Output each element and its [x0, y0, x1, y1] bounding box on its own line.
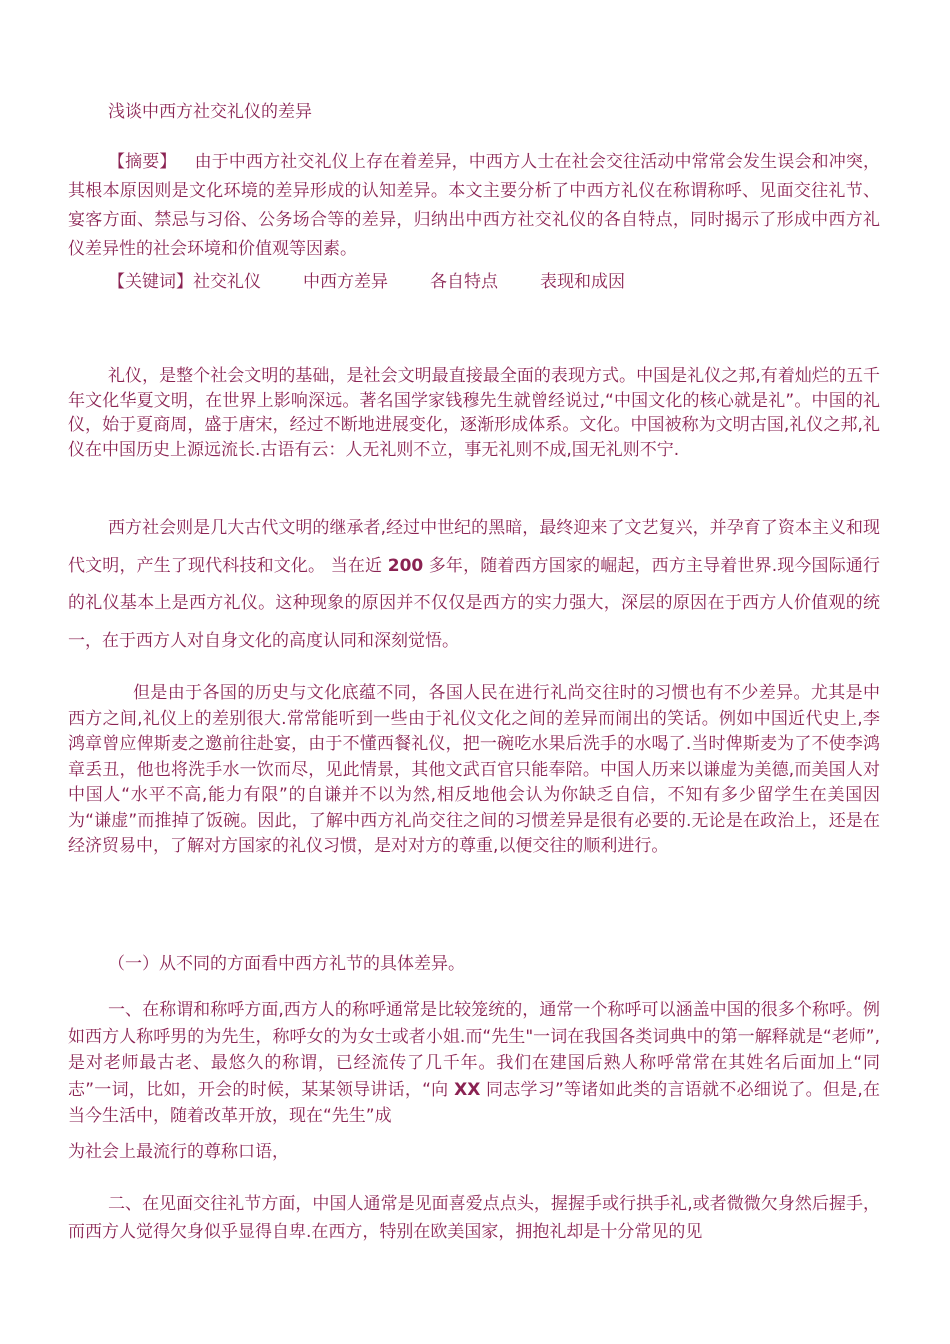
- keyword-item: 中西方差异: [303, 272, 388, 292]
- paragraph-number: 200: [387, 555, 424, 576]
- keyword-item: 各自特点: [430, 272, 498, 292]
- keyword-item: 社交礼仪: [193, 272, 261, 292]
- paragraph-text: 一、在称谓和称呼方面,西方人的称呼通常是比较笼统的，通常一个称呼可以涵盖中国的很多个称呼。例如西方人称呼男的为先生，称呼女的为女士或者小姐.而“先生"一词在我国各类词典中的第一解释就是“老师”,是对老师最古老、最悠久的称谓，已经流传了几千年。我们在建国后熟人称呼常常在其姓名后面加上“同志”一词，比如，开会的时候，某某领导讲话，“向: [68, 1000, 880, 1100]
- keywords-line: [108, 268, 880, 296]
- abstract-text: 由于中西方社交礼仪上存在着差异，中西方人士在社会交往活动中常常会发生误会和冲突，其根本原因则是文化环境的差异形成的认知差异。本文主要分析了中西方礼仪在称谓称呼、见面交往礼节、宴客方面、禁忌与习俗、公务场合等的差异，归纳出中西方社交礼仪的各自特点，同时揭示了形成中西方礼仪差异性的社会环境和价值观等因素。: [68, 152, 881, 259]
- paragraph-text: 为社会上最流行的尊称口语，: [68, 1141, 289, 1162]
- paragraph-text: 同志学习”等诸如此类的言语就不必细说了。但是,在当今生活中，随着改革开放，现在“先生”成: [68, 1079, 880, 1126]
- body-paragraph-differences: 但是由于各国的历史与文化底蕴不同，各国人民在进行礼尚交往时的习惯也有不少差异。尤其是中西方之间,礼仪上的差别很大.常常能听到一些由于礼仪文化之间的差异而闹出的笑话。例如中国近代史上,李鸿章曾应俾斯麦之邀前往赴宴，由于不懂西餐礼仪，把一碗吃水果后洗手的水喝了.当时俾斯麦为了不使李鸿章丢丑，他也将洗手水一饮而尽，见此情景，其他文武百官只能奉陪。中国人历来以谦虚为美德,而美国人对中国人“水平不高,能力有限”的自谦并不以为然,相反地他会认为你缺乏自信，不知有多少留学生在美国因为“谦虚”而推掉了饭碗。因此，了解中西方礼尚交往之间的习惯差异是很有必要的.无论是在政治上，还是在经济贸易中，了解对方国家的礼仪习惯，是对对方的尊重,以便交往的顺利进行。: [68, 683, 880, 856]
- body-paragraph-greeting-etiquette: 二、在见面交往礼节方面，中国人通常是见面喜爱点点头，握握手或行拱手礼,或者微微欠身然后握手，而西方人觉得欠身似乎显得自卑.在西方，特别在欧美国家，拥抱礼却是十分常见的见: [68, 1194, 880, 1242]
- section-heading: （一）从不同的方面看中西方礼节的具体差异。: [108, 954, 465, 974]
- paragraph-bold-text: XX: [454, 1079, 481, 1100]
- abstract-label: 【摘要】: [108, 152, 177, 172]
- paragraph-text: 多年，随着西方国家的崛起，西方主导着世界.现今国际通行的礼仪基本上是西方礼仪。这种现象的原因并不仅仅是西方的实力强大，深层的原因在于西方人价值观的统一，在于西方人对自身文化的高度认同和深刻觉悟。: [68, 555, 880, 651]
- body-paragraph-ritual-intro: 礼仪，是整个社会文明的基础，是社会文明最直接最全面的表现方式。中国是礼仪之邦,有着灿烂的五千年文化华夏文明，在世界上影响深远。著名国学家钱穆先生就曾经说过,“中国文化的核心就是礼”。中国的礼仪，始于夏商周，盛于唐宋，经过不断地进展变化，逐渐形成体系。文化。中国被称为文明古国,礼仪之邦,礼仪在中国历史上源远流长.古语有云：人无礼则不立，事无礼则不成,国无礼则不宁.: [68, 366, 880, 460]
- document-title: 浅谈中西方社交礼仪的差异: [108, 102, 312, 122]
- keyword-item: 表现和成因: [540, 272, 625, 292]
- body-paragraph-western-society: [68, 510, 880, 660]
- abstract-paragraph: [68, 148, 880, 264]
- body-paragraph-titles-forms: [68, 997, 880, 1165]
- keywords-label: 【关键词】: [108, 272, 193, 292]
- paragraph-text: 西方社会则是几大古代文明的继承者,经过中世纪的黑暗，最终迎来了文艺复兴，并孕育了资本主义和现代文明，产生了现代科技和文化。 当在近: [68, 518, 880, 576]
